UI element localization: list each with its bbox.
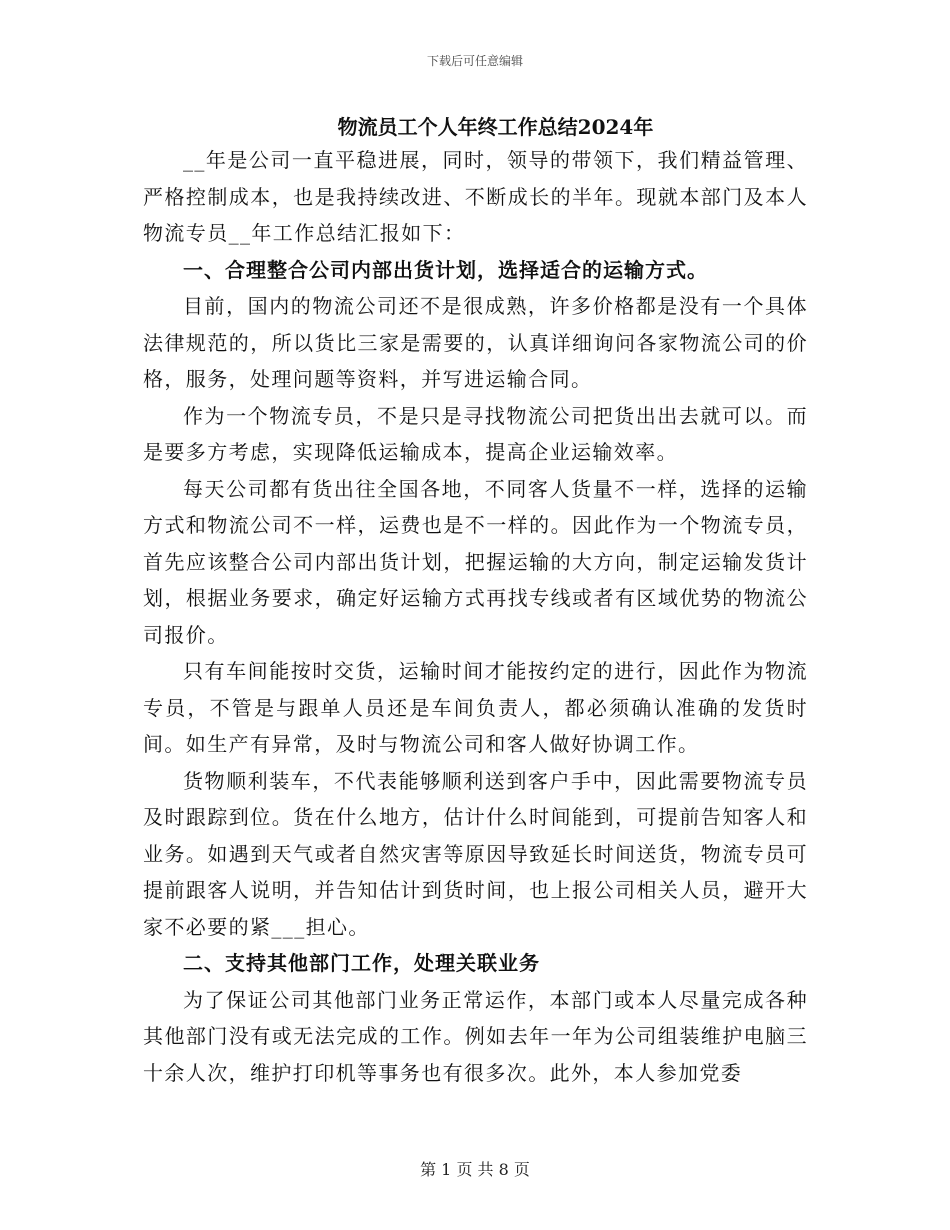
page-header-note: 下载后可任意编辑 [426,54,523,68]
document-body [143,112,808,1091]
intro-paragraph: __年是公司一直平稳进展，同时，领导的带领下，我们精益管理、严格控制成本，也是我持续改进、不断成长的半年。现就本部门及本人物流专员__年工作总结汇报如下： [143,148,808,245]
section-2-heading: 二、支持其他部门工作，处理关联业务 [183,951,540,975]
section-2-paragraph: 为了保证公司其他部门业务正常运作，本部门或本人尽量完成各种其他部门没有或无法完成的工作。例如去年一年为公司组装维护电脑三十余人次，维护打印机等事务也有很多次。此外，本人参加党委 [143,987,808,1085]
section-1-paragraph: 只有车间能按时交货，运输时间才能按约定的进行，因此作为物流专员，不管是与跟单人员还是车间负责人，都必须确认准确的发货时间。如生产有异常，及时与物流公司和客人做好协调工作。 [143,659,808,756]
document-title: 物流员工个人年终工作总结2024年 [337,115,654,139]
section-1-paragraph: 每天公司都有货出往全国各地，不同客人货量不一样，选择的运输方式和物流公司不一样，运费也是不一样的。因此作为一个物流专员，首先应该整合公司内部出货计划，把握运输的大方向，制定运输发货计划，根据业务要求，确定好运输方式再找专线或者有区域优势的物流公司报价。 [143,476,808,647]
section-1-paragraph: 作为一个物流专员，不是只是寻找物流公司把货出出去就可以。而是要多方考虑，实现降低运输成本，提高企业运输效率。 [143,403,808,464]
section-1-paragraph: 货物顺利装车，不代表能够顺利送到客户手中，因此需要物流专员及时跟踪到位。货在什么地方，估计什么时间能到，可提前告知客人和业务。如遇到天气或者自然灾害等原因导致延长时间送货，物流专员可提前跟客人说明，并告知估计到货时间，也上报公司相关人员，避开大家不必要的紧___担心。 [143,768,808,939]
section-1-heading: 一、合理整合公司内部出货计划，选择适合的运输方式。 [183,257,708,282]
page-number-indicator: 第 1 页 共 8 页 [420,1160,530,1179]
section-1-paragraph: 目前，国内的物流公司还不是很成熟，许多价格都是没有一个具体法律规范的，所以货比三家是需要的，认真详细询问各家物流公司的价格，服务，处理问题等资料，并写进运输合同。 [143,294,808,391]
